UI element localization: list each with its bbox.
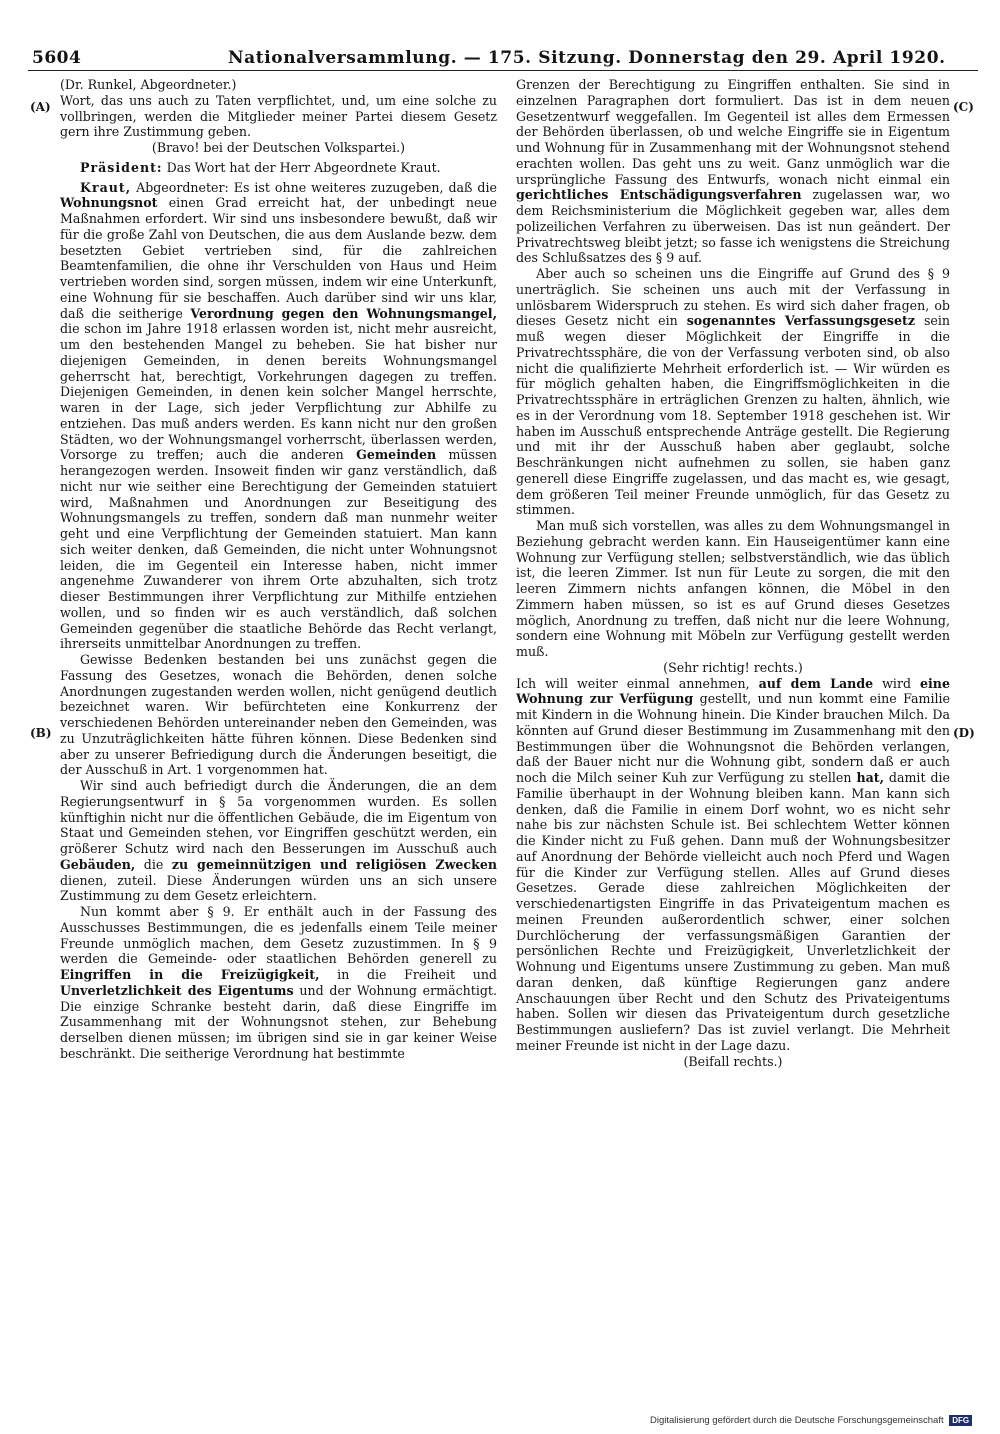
keyword: Eingriffen in die Freizügigkeit, — [60, 967, 320, 982]
keyword: auf dem Lande — [758, 675, 874, 691]
keyword: sogenanntes Verfassungsgesetz — [686, 313, 915, 329]
keyword: eine Wohnung zur Verfügung — [516, 675, 950, 707]
speaker-name: Präsident: — [80, 159, 163, 175]
margin-marker-c: (C) — [953, 100, 974, 114]
left-column — [60, 77, 497, 1062]
speaker-continuation: (Dr. Runkel, Abgeordneter.) — [60, 77, 237, 92]
keyword: zu gemeinnützigen und religiösen Zwecken — [171, 856, 497, 872]
credit-text: Digitalisierung gefördert durch die Deutsche Forschungsgemeinschaft — [650, 1415, 944, 1427]
paragraph: Kraut, Abgeordneter: Es ist ohne weiteres zuzugeben, daß die Wohnungsnot einen Grad erreicht hat, der unbedingt neue Maßnahmen erfordert. Wir sind uns insbesondere bewußt, daß wir für die große Zahl von Deutschen, die aus dem Auslande bezw. dem besetzten Gebiet vertrieben sind, für die zahlreichen Beamtenfamilien, die ohne ihr Verschulden von Haus und Heim vertrieben worden sind, sorgen müssen, indem wir eine Unterkunft, eine Wohnung für sie beschaffen. Auch darüber sind wir uns klar, daß die seitherige Verordnung gegen den Wohnungsmangel, die schon im Jahre 1918 erlassen worden ist, nicht mehr ausreicht, um den bestehenden Mangel zu beheben. Sie hat bisher nur diejenigen Gemeinden, in denen bereits Wohnungsmangel geherrscht hat, berechtigt, Vorkehrungen dagegen zu treffen. Diejenigen Gemeinden, in denen kein solcher Mangel herrschte, waren in der Lage, sich jeder Verpflichtung zur Abhilfe zu entziehen. Das muß anders werden. Es kann nicht nur den großen Städten, wo der Wohnungsmangel vorherrscht, überlassen werden, Vorsorge zu treffen; auch die anderen Gemeinden müssen herangezogen werden. Insoweit finden wir ganz verständlich, daß nicht nur wie seither eine Berechtigung der Gemeinden statuiert wird, Maßnahmen und Anordnungen zur Beseitigung des Wohnungsmangels zu treffen, sondern daß man nunmehr weiter geht und eine Verpflichtung der Gemeinden statuiert. Man kann sich weiter denken, daß Gemeinden, die nicht unter Wohnungsnot leiden, die im Gegenteil ein Interesse haben, nicht immer angenehme Zuwanderer von ihrem Orte abzuhalten, sich trotz dieser Bestimmungen ihrer Verpflichtung zur Mithilfe entziehen wollen, und so finden wir es auch verständlich, daß solchen Gemeinden gegenüber die staatliche Behörde das Recht verlangt, ihrerseits unmittelbar Anordnungen zu treffen. — [60, 179, 497, 652]
keyword: hat, — [856, 770, 884, 785]
dfg-logo: DFG — [949, 1415, 972, 1426]
page-header — [28, 48, 978, 71]
keyword: Gemeinden — [356, 447, 437, 463]
page-number: 5604 — [32, 48, 82, 68]
margin-marker-b: (B) — [30, 726, 52, 740]
paragraph: Nun kommt aber § 9. Er enthält auch in der Fassung des Ausschusses Bestimmungen, die es jedenfalls einem Teile meiner Freunde unmöglich machen, dem Gesetz zuzustimmen. In § 9 werden die Gemeinde- oder staatlichen Behörden generell zu Eingriffen in die Freizügigkeit, in die Freiheit und Unverletzlichkeit des Eigentums und der Wohnung ermächtigt. Die einzige Schranke besteht darin, daß diese Eingriffe im Zusammenhang mit der Wohnungsnot stehen, zur Behebung derselben dienen müssen; im übrigen sind sie in gar keiner Weise beschränkt. Die seitherige Verordnung hat bestimmte — [60, 904, 497, 1061]
keyword: Verordnung gegen den Wohnungsmangel, — [190, 305, 497, 321]
keyword: Gebäuden, — [60, 856, 136, 872]
paragraph: Aber auch so scheinen uns die Eingriffe auf Grund des § 9 unerträglich. Sie scheinen uns auch mit der Verfassung in unlösbarem Widerspruch zu stehen. Es wird sich daher fragen, ob dieses Gesetz nicht ein sogenanntes Verfassungsgesetz sein muß wegen dieser Möglichkeit der Eingriffe in die Privatrechtssphäre, die von der Verfassung verboten sind, ob also nicht die qualifizierte Mehrheit erforderlich ist. — Wir würden es für möglich gehalten haben, die Eingriffsmöglichkeiten in die Privatrechtssphäre in erträglichen Grenzen zu halten, ähnlich, wie es in der Verordnung vom 18. September 1918 geschehen ist. Wir haben im Ausschuß entsprechende Anträge gestellt. Die Regierung und mit ihr der Ausschuß haben aber geglaubt, solche Beschränkungen nicht aufnehmen zu sollen, sie haben ganz generell diese Eingriffe zugelassen, und das macht es, wie gesagt, dem größeren Teil meiner Freunde unmöglich, für das Gesetz zu stimmen. — [516, 266, 950, 518]
margin-marker-a: (A) — [30, 100, 51, 114]
applause-note: (Sehr richtig! rechts.) — [663, 659, 803, 675]
paragraph: Grenzen der Berechtigung zu Eingriffen enthalten. Sie sind in einzelnen Paragraphen dort formuliert. Das ist in dem neuen Gesetzentwurf weggefallen. Im Gegenteil ist alles dem Ermessen der Behörden überlassen, ob und welche Eingriffe sie in Eigentum und Wohnung für in Zusammenhang mit der Wohnungsnot stehend erachten wollen. Das geht uns zu weit. Ganz unmöglich war die ursprüngliche Fassung des Entwurfs, wonach nicht einmal ein gerichtliches Entschädigungsverfahren zugelassen war, wo dem Reichsministerium die Möglichkeit gegeben war, alles dem polizeilichen Verfahren zu überweisen. Das ist nun geändert. Der Privatrechtsweg bleibt jetzt; so fasse ich wenigstens die Streichung des Schlußsatzes des § 9 auf. — [516, 77, 950, 266]
keyword: Unverletzlichkeit des Eigentums — [60, 982, 294, 998]
president-statement: Präsident: Das Wort hat der Herr Abgeordnete Kraut. — [80, 159, 441, 175]
applause-note: (Beifall rechts.) — [683, 1053, 783, 1069]
paragraph: Wort, das uns auch zu Taten verpflichtet, und, um eine solche zu vollbringen, werden die Mitglieder meiner Partei diesem Gesetz gern ihre Zustimmung geben. — [60, 92, 497, 140]
keyword: Wohnungsnot — [60, 195, 158, 211]
digitization-credit — [650, 1415, 972, 1426]
margin-marker-d: (D) — [953, 726, 975, 740]
running-title: Nationalversammlung. — 175. Sitzung. Donnerstag den 29. April 1920. — [228, 48, 946, 68]
applause-note: (Bravo! bei der Deutschen Volkspartei.) — [151, 140, 406, 155]
paragraph: Man muß sich vorstellen, was alles zu dem Wohnungsmangel in Beziehung gebracht werden kann. Ein Hauseigentümer kann eine Wohnung zur Verfügung stellen; selbstverständlich, wie das üblich ist, die leeren Zimmer. Ist nun für Leute zu sorgen, die mit den leeren Zimmern nichts anfangen können, die Möbel in den Zimmern haben müssen, so ist es auf Grund dieses Gesetzes möglich, Anordnung zu treffen, daß nicht nur die leere Wohnung, sondern eine Wohnung mit Möbeln zur Verfügung gestellt werden muß. — [516, 518, 950, 659]
speaker-name: Kraut, — [80, 179, 132, 195]
right-column — [516, 77, 950, 1069]
paragraph: Wir sind auch befriedigt durch die Änderungen, die an dem Regierungsentwurf in § 5a vorgenommen wurden. Es sollen künftighin nicht nur die öffentlichen Gebäude, die im Eigentum von Staat und Gemeinden stehen, vor Eingriffen geschützt werden, ein größerer Schutz wird nach den Besserungen im Ausschuß auch Gebäuden, die zu gemeinnützigen und religiösen Zwecken dienen, zuteil. Diese Änderungen würden uns an sich unsere Zustimmung zu dem Gesetz erleichtern. — [60, 778, 497, 904]
paragraph: Ich will weiter einmal annehmen, auf dem Lande wird eine Wohnung zur Verfügung gestellt, und nun kommt eine Familie mit Kindern in die Wohnung hinein. Die Kinder brauchen Milch. Da könnten auf Grund dieser Bestimmung im Zusammenhang mit den Bestimmungen über die Wohnungsnot die Behörden verlangen, daß der Bauer nicht nur die Wohnung gibt, sondern daß er auch noch die Milch seiner Kuh zur Verfügung zu stellen hat, damit die Familie überhaupt in der Wohnung bleiben kann. Man kann sich denken, daß die Familie in einem Dorf wohnt, wo es nicht sehr nahe bis zur nächsten Schule ist. Bei schlechtem Wetter können die Kinder nicht zu Fuß gehen. Dann muß der Wohnungsbesitzer auf Anordnung der Behörde vielleicht auch noch Pferd und Wagen für die Kinder zur Verfügung stellen. Alles auf Grund dieses Gesetzes. Gerade diese zahlreichen Möglichkeiten der verschiedenartigsten Eingriffe in das Privateigentum machen es meinen Freunden außerordentlich schwer, einer solchen Durchlöcherung der verfassungsmäßigen Garantien der persönlichen Rechte und Freizügigkeit, Unverletzlichkeit der Wohnung und Eigentums unsere Zustimmung zu geben. Man muß daran denken, daß künftige Regierungen ganz andere Anschauungen über Recht und den Schutz des Privateigentums haben. Sollen wir diesen das Privateigentum durch gesetzliche Bestimmungen ausliefern? Das ist zuviel verlangt. Die Mehrheit meiner Freunde ist nicht in der Lage dazu. — [516, 675, 950, 1053]
paragraph: Gewisse Bedenken bestanden bei uns zunächst gegen die Fassung des Gesetzes, wonach die Behörden, denen solche Anordnungen zugestanden werden wollen, nicht genügend deutlich bezeichnet waren. Wir befürchteten eine Konkurrenz der verschiedenen Behörden untereinander neben den Gemeinden, was zu Unzuträglichkeiten hätte führen können. Diese Bedenken sind aber zu unserer Befriedigung durch die Änderungen beseitigt, die der Ausschuß in Art. 1 vorgenommen hat. — [60, 652, 497, 778]
keyword: gerichtliches Entschädigungsverfahren — [516, 187, 802, 203]
